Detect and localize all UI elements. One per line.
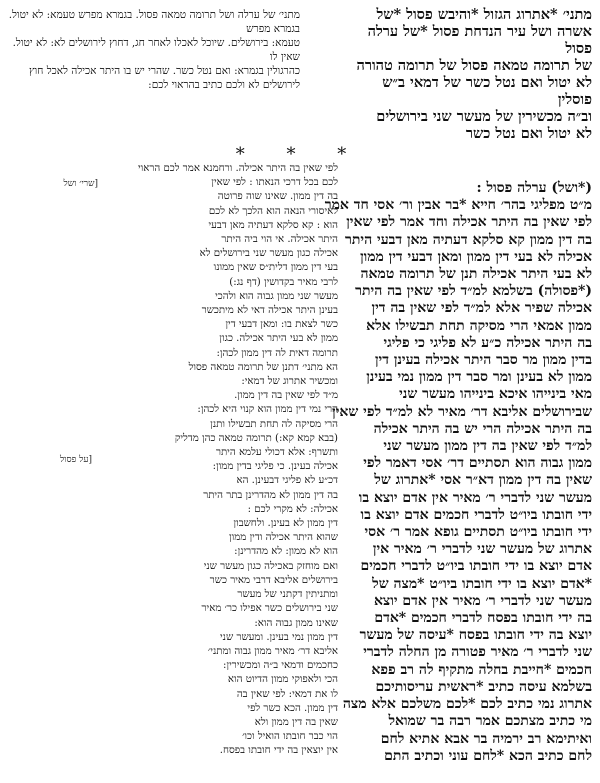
commentary-line: לירושלים לא ולכם כתיב בהראוי לכם:: [148, 79, 300, 91]
rashi-line: אליבא דר׳ מאיר ממון גבוה ומתני׳: [207, 645, 338, 657]
gemara-line: בדין ממון מר סבר היתר אכילה בעינן דין: [374, 352, 592, 369]
gemara-line: ממון אמאי הרי מסיקה תחת תבשילו אלא: [366, 317, 592, 334]
gemara-line: אדם יוצא בו ידי חובתו ביו״ט לדברי חכמים: [360, 558, 592, 575]
rashi-line: מעשר שני ממון גבוה הוא ולהכי: [215, 290, 338, 302]
gemara-line: חכמים *חייבת בחלה מתקיף לה רב פפא: [371, 661, 592, 678]
rashi-line: שני בירושלים כשר אפילו כר׳ מאיר: [201, 603, 338, 615]
rashi-line: ומכשיר אתרוג של דמאי:: [241, 376, 338, 388]
gemara-line: מאי בינייהו איכא בינייהו מעשר שני: [399, 386, 592, 403]
rashi-line: לכם בכל דרכי הנאתו : לפי שאין: [211, 177, 338, 189]
rashi-line: אכילה בעינן. כי פליגי בדין ממון:: [212, 461, 338, 473]
gemara-line: שאין בה דין ממון דא״ר אסי *אתרוג של: [374, 472, 592, 489]
gemara-line: מעשר שני לדברי ר׳ מאיר אין אדם יוצא בו: [358, 489, 592, 506]
gemara-line: אתרוג של מעשר שני לדברי ר׳ מאיר אין: [372, 541, 592, 558]
rashi-line: הוא : קא סלקא דעתיה מאן דבעי: [208, 219, 338, 231]
gemara-line: לפי שאין בה היתר אכילה וחד אמר לפי שאין: [346, 214, 592, 231]
rashi-line: דכ״ע לא פליגי דבעינן. הא: [236, 475, 338, 487]
mishnah-line: אשרה ושל עיר הנדחת פסול *של ערלה פסול: [367, 23, 592, 57]
rashi-line: היתר אכילה. אי הוי ביה היתר: [221, 234, 338, 246]
gemara-line: מי כתיב מצתכם אמר רבה בר שמואל: [388, 713, 592, 730]
rashi-line: ואם מוחזק באכילה כגון מעשר שני: [203, 560, 338, 572]
rashi-line: ומתניתין דקתני של מעשר: [237, 589, 338, 601]
rashi-line: כחכמים ודמאי ב״ה ומכשירין:: [223, 660, 338, 672]
gemara-line: יוצא בה ידי חובתו בפסח *עיסה של מעשר: [359, 627, 592, 644]
gemara-line: ממון גבוה הוא תסתיים דר׳ אסי דאמר לפי: [363, 455, 592, 472]
mishnah-block: [356, 6, 592, 142]
rashi-line: הרי מסיקה לה תחת תבשילו ותנן: [210, 418, 338, 430]
gemara-line: מ״ט מפליגי בהר׳ חייא *בר אבין ור׳ אסי חד אמר: [324, 197, 592, 214]
rashi-line: שהוא היתר אכילה ודין ממון: [229, 532, 338, 544]
rashi-line: הכי ולאפוקי ממון הדיוט הוא: [227, 674, 338, 686]
gemara-line: בה היתר אכילה כ״ע לא פליגי כי פליגי: [383, 334, 592, 351]
gemara-line: לחם כתיב הכא *לחם עוני וכתיב התם: [384, 747, 592, 764]
rashi-line: דין ממון נמי בעינן. ומעשר שני: [220, 631, 338, 643]
rashi-line: (בבא קמא קא:) תרומה טמאה כהן מדליק: [174, 432, 338, 444]
rashi-line: אכילה: לא מקרי לכם :: [247, 503, 338, 515]
gemara-line: בשלמא עיסה כתיב *ראשית עריסותיכם: [375, 678, 592, 695]
mishnah-line: לא יטול ואם נטל כשר: [465, 125, 592, 142]
gemara-line: שני לדברי ר׳ מאיר פטורה מן החלה לדברי: [363, 644, 592, 661]
gemara-line: ממון לא בעינן ומר סבר דין ממון נמי בעינן: [366, 369, 592, 386]
margin-note: [על פסול: [59, 455, 92, 465]
mishnah-line: מתני׳ *אתרוג הגזול *והיבש פסול *של: [376, 6, 592, 23]
rashi-line: אין יוצאין בה ידי חובתו בפסח.: [219, 745, 338, 757]
gemara-line: ואיתימא רב ירמיה בר אבא אתיא לחם: [380, 730, 592, 747]
gemara-line: (*פסולה) בשלמא למ״ד לפי שאין בה היתר: [355, 283, 592, 300]
gemara-line: למ״ד לפי שאין בה דין ממון מעשר שני: [383, 438, 592, 455]
gemara-line: *אדם יוצא בו ידי חובתו ביו״ט *מצה של: [372, 575, 592, 592]
rashi-column: [100, 162, 338, 759]
rashi-line: לרבי מאיר בקדושין (דף נג:): [229, 276, 338, 288]
gemara-column: [324, 180, 592, 765]
rashi-line: אכילה כגון מעשר שני בירושלים לא: [199, 248, 338, 260]
gemara-line: לא בעי היתר אכילה תנן של תרומה טמאה: [360, 266, 592, 283]
mishnah-commentary: [8, 8, 300, 92]
gemara-line: מעשר שני לדברי ר׳ מאיר אין אדם יוצא: [373, 592, 592, 609]
gemara-line: (*ושל) ערלה פסול :: [476, 180, 592, 196]
rashi-line: לאיסורי הנאה הוא הלכך לא לכם: [208, 205, 338, 217]
rashi-line: ממון לא בעי היתר אכילה. כגון: [219, 333, 338, 345]
rashi-line: בה דין ממון לא מהדרינן בתר היתר: [203, 489, 338, 501]
margin-note: [שרי׳ ושל: [63, 179, 98, 189]
commentary-line: טעמא: בירושלים. שיוכל לאכלו לאחר חג, דחוץ לירושלים לא: לא יטול. שאין לו: [12, 37, 300, 63]
rashi-line: דין ממון. הכא כשר לפי: [247, 702, 338, 714]
mishnah-line: וב״ה מכשירין של מעשר שני בירושלים: [376, 108, 592, 125]
mishnah-line: לא יטול ואם נטל כשר של דמאי ב״ש פוסלין: [382, 74, 592, 108]
gemara-line: בה דין ממון קא סלקא דעתיה מאן דבעי היתר: [345, 231, 592, 248]
rashi-line: בעינן היתר אכילה דאי לא מיתכשר: [201, 305, 338, 317]
gemara-line: שבירושלים אליבא דר׳ מאיר לא למ״ד לפי שאין: [332, 403, 592, 420]
commentary-line: מתני׳ של ערלה ושל תרומה טמאה פסול. בגמרא מפרש טעמא: לא יטול. בגמרא מפרש: [8, 9, 300, 35]
rashi-line: בה דין ממון. שאינו שוה פרוטה: [217, 191, 338, 203]
rashi-line: דין ממון לא בעינן. ולחשבון: [233, 518, 338, 530]
rashi-line: הא מתני׳ דתנן של תרומה טמאה פסול: [188, 361, 338, 373]
rashi-line: כשר לצאת בו: ומאן דבעי דין: [225, 319, 338, 331]
rashi-line: בירושלים אליבא דרבי מאיר כשר: [209, 574, 338, 586]
rashi-line: שאינו ממון גבוה הוא:: [254, 617, 338, 629]
gemara-line: אכילה שפיר אלא למ״ד לפי שאין בה דין: [371, 300, 592, 317]
gemara-line: אתרוג נמי כתיב לכם *לכם משלכם אלא מצה: [342, 696, 592, 713]
rashi-line: מ״ד לפי שאין בה דין ממון.: [234, 390, 338, 402]
rashi-line: לפי שאין בה היתר אכילה. ורחמנא אמר לכם הראוי: [137, 163, 338, 174]
gemara-line: בה היתר אכילה הרי יש בה היתר אכילה: [373, 420, 592, 437]
gemara-line: ידי חובתו ביו״ט לדברי חכמים אדם יוצא בו: [360, 506, 592, 523]
gemara-line: אכילה לא בעי דין ממון ומאן דבעי דין ממון: [360, 248, 592, 265]
rashi-line: לו את דמאי: לפי שאין בה: [236, 688, 338, 700]
rashi-line: הוי כבר חובתו הואיל וכו׳: [242, 731, 338, 743]
commentary-line: כהרגולין בגמרא: ואם נטל כשר. שהרי יש בו היתר אכילה לאכל חוץ: [29, 65, 300, 77]
rashi-line: הוא לא ממון: לא מהדרינן:: [234, 546, 338, 558]
section-divider: * * *: [235, 144, 365, 165]
rashi-line: שאין בה דין ממון ולא: [254, 716, 338, 728]
rashi-line: הרי נמי דין ממון הוא קנוי היא לכהן:: [197, 404, 338, 416]
gemara-line: ידי חובתו ביו״ט תסתיים גופא אמר ר׳ אסי: [364, 524, 592, 541]
mishnah-line: של תרומה טמאה פסול של תרומה טהורה: [356, 57, 592, 74]
rashi-line: ותשרף: אלא דכולי עלמא היתר: [215, 447, 338, 459]
rashi-line: בעי דין ממון דלית״ס שאין ממונו: [213, 262, 338, 274]
rashi-line: תרומה דאית לה דין ממון לכהן:: [216, 347, 338, 359]
gemara-line: בה ידי חובתו בפסח לדברי חכמים *אדם: [374, 610, 592, 627]
